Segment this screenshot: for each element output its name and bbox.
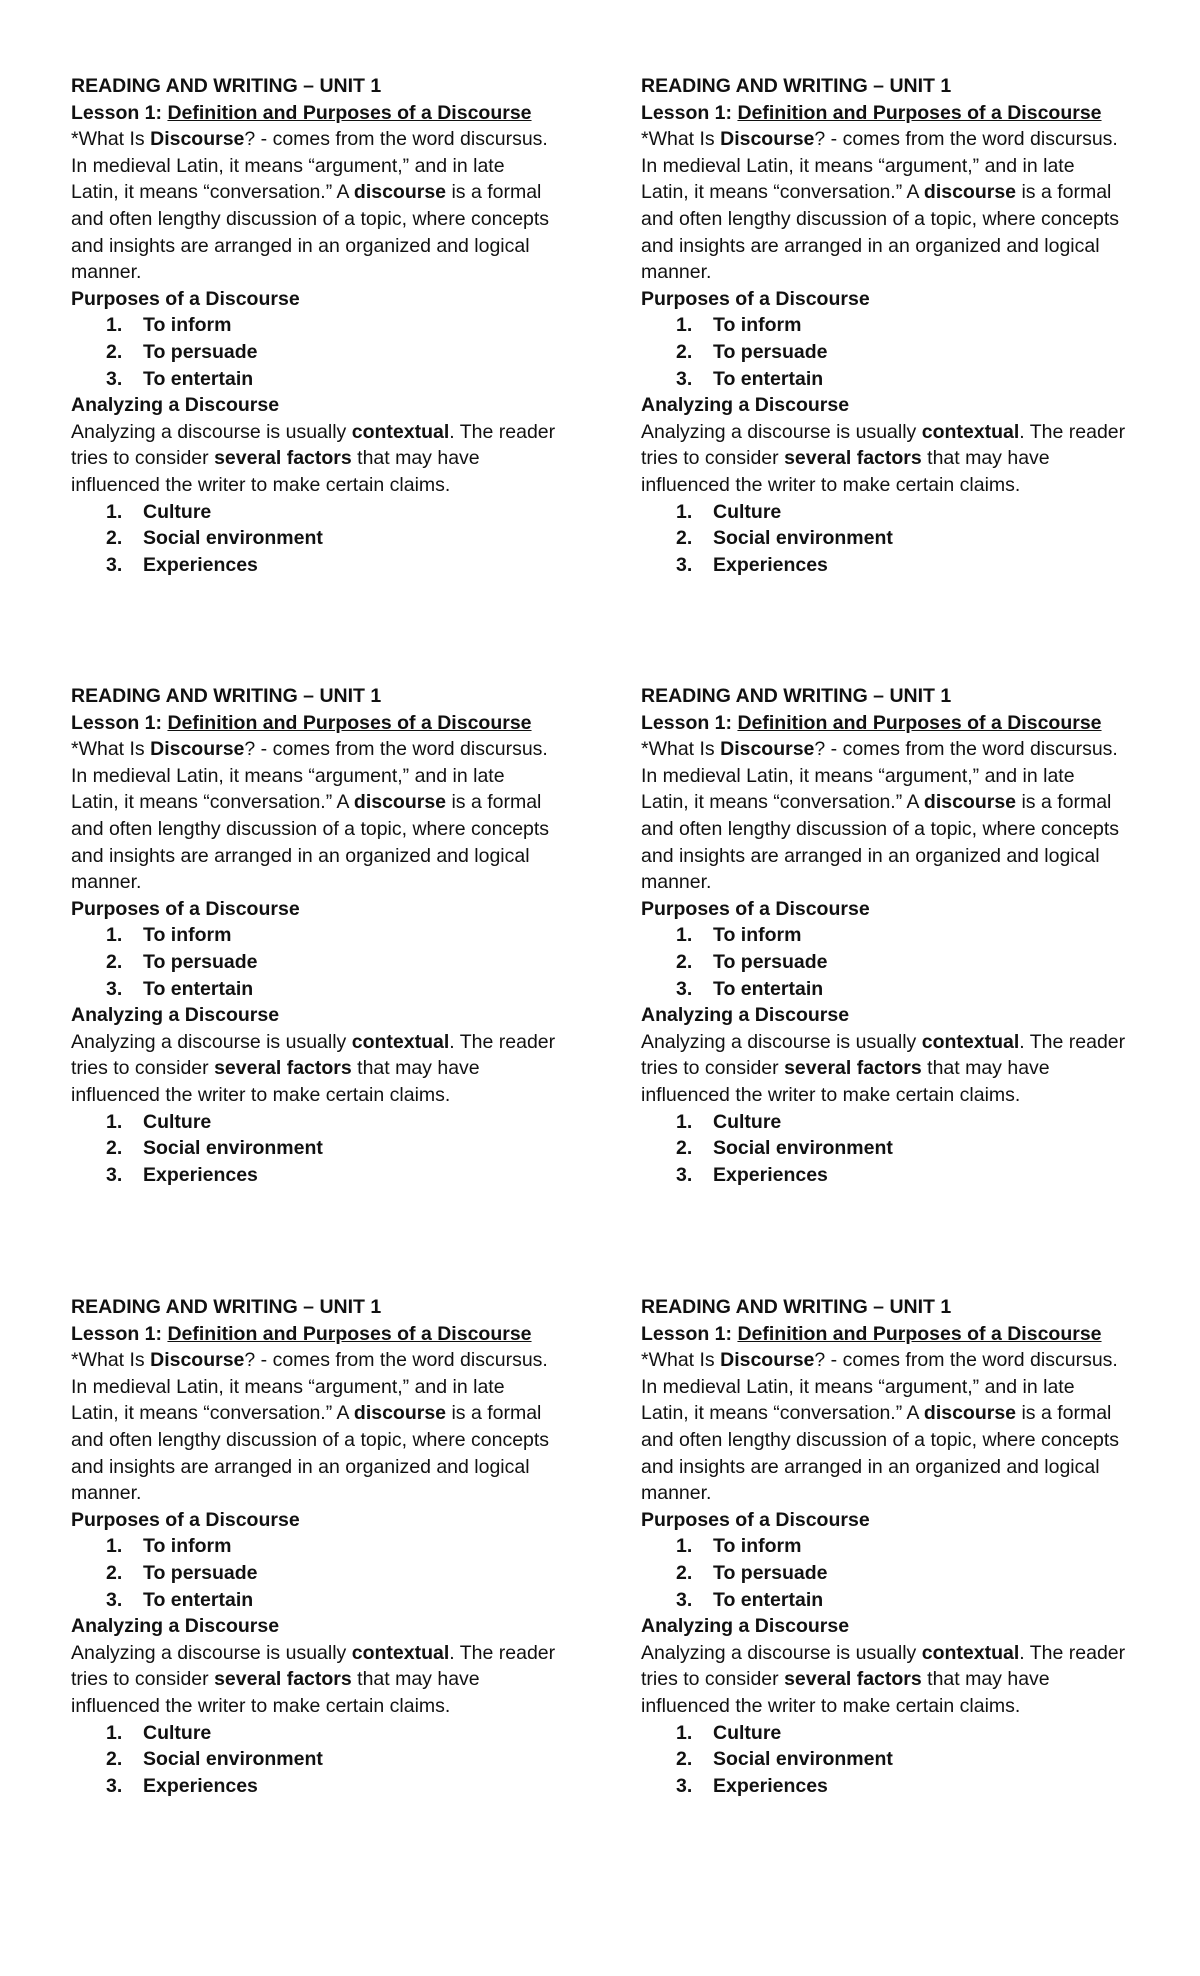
def-line5: and insights are arranged in an organized and logical <box>71 844 530 867</box>
an-line1a: Analyzing a discourse is usually <box>641 1030 922 1053</box>
an-line1a: Analyzing a discourse is usually <box>641 1641 922 1664</box>
list-number: 2. <box>106 340 123 363</box>
definition-text <box>71 126 601 286</box>
list-label: To entertain <box>143 367 254 390</box>
def-line2: In medieval Latin, it means “argument,” and in late <box>641 1375 1075 1398</box>
an-line3: influenced the writer to make certain claims. <box>641 1083 1021 1106</box>
analyzing-heading: Analyzing a Discourse <box>71 394 280 417</box>
list-item <box>71 312 601 339</box>
list-item <box>71 552 601 579</box>
list-item <box>71 1720 601 1747</box>
an-line3: influenced the writer to make certain claims. <box>71 1083 451 1106</box>
handout-card <box>71 1294 601 1799</box>
purposes-list <box>71 922 601 1002</box>
an-line1b: contextual <box>351 1641 450 1664</box>
def-line4: and often lengthy discussion of a topic, where concepts <box>641 207 1120 230</box>
list-number: 2. <box>676 950 693 973</box>
analyzing-heading: Analyzing a Discourse <box>641 394 850 417</box>
handout-card <box>641 683 1171 1188</box>
list-label: To persuade <box>143 1561 258 1584</box>
def-line3c: is a formal <box>446 791 542 814</box>
an-line1a: Analyzing a discourse is usually <box>71 420 352 443</box>
analyzing-heading: Analyzing a Discourse <box>641 1615 850 1638</box>
list-number: 1. <box>106 314 123 337</box>
def-line3b: discourse <box>923 181 1017 204</box>
an-line3: influenced the writer to make certain claims. <box>71 1694 451 1717</box>
def-line2: In medieval Latin, it means “argument,” and in late <box>71 764 505 787</box>
def-line5: and insights are arranged in an organized and logical <box>641 1455 1100 1478</box>
def-line3a: Latin, it means “conversation.” A <box>641 791 924 814</box>
list-label: Social environment <box>713 1137 893 1160</box>
def-line3b: discourse <box>923 791 1017 814</box>
list-number: 1. <box>106 1721 123 1744</box>
def-line3c: is a formal <box>446 181 542 204</box>
list-number: 1. <box>676 1535 693 1558</box>
list-label: To inform <box>143 1535 232 1558</box>
definition-text <box>641 736 1171 896</box>
def-word: Discourse <box>720 1349 815 1372</box>
list-number: 3. <box>676 553 693 576</box>
an-line3: influenced the writer to make certain claims. <box>641 1694 1021 1717</box>
handout-card <box>71 73 601 578</box>
def-line2: In medieval Latin, it means “argument,” and in late <box>641 154 1075 177</box>
an-line1b: contextual <box>351 420 450 443</box>
list-number: 2. <box>676 1561 693 1584</box>
an-line2a: tries to consider <box>71 1057 215 1080</box>
list-number: 3. <box>106 1774 123 1797</box>
an-line2b: several factors <box>784 1668 922 1691</box>
list-label: Social environment <box>713 527 893 550</box>
list-label: Experiences <box>143 1774 258 1797</box>
list-item <box>641 1746 1171 1773</box>
list-label: Experiences <box>713 553 828 576</box>
def-line2: In medieval Latin, it means “argument,” and in late <box>71 1375 505 1398</box>
def-line6: manner. <box>641 1482 712 1505</box>
an-line1c: . The reader <box>449 420 556 443</box>
def-line3a: Latin, it means “conversation.” A <box>641 181 924 204</box>
list-item <box>71 1162 601 1189</box>
list-label: To entertain <box>713 1588 824 1611</box>
list-label: To inform <box>143 314 232 337</box>
lesson-name: Definition and Purposes of a Discourse <box>167 1322 532 1345</box>
an-line1b: contextual <box>921 1030 1020 1053</box>
list-label: To entertain <box>713 977 824 1000</box>
lesson-name: Definition and Purposes of a Discourse <box>737 711 1102 734</box>
an-line2c: that may have <box>921 1668 1050 1691</box>
list-item <box>71 339 601 366</box>
purposes-list <box>71 312 601 392</box>
list-item <box>641 499 1171 526</box>
purposes-heading: Purposes of a Discourse <box>641 1508 870 1531</box>
factors-list <box>641 1109 1171 1189</box>
list-item <box>71 1135 601 1162</box>
def-rest: ? - comes from the word discursus. <box>814 128 1118 151</box>
list-item <box>641 366 1171 393</box>
list-item <box>71 1773 601 1800</box>
list-number: 3. <box>676 1774 693 1797</box>
an-line2b: several factors <box>214 447 352 470</box>
definition-text <box>641 1347 1171 1507</box>
unit-title: READING AND WRITING – UNIT 1 <box>71 75 382 97</box>
list-label: Experiences <box>713 1163 828 1186</box>
analyzing-text <box>71 1640 601 1720</box>
list-number: 2. <box>676 1748 693 1771</box>
list-item <box>71 1109 601 1136</box>
definition-text <box>71 736 601 896</box>
def-line3a: Latin, it means “conversation.” A <box>71 791 354 814</box>
def-line6: manner. <box>71 261 142 284</box>
an-line2b: several factors <box>214 1668 352 1691</box>
list-item <box>71 1746 601 1773</box>
analyzing-text <box>641 1029 1171 1109</box>
list-item <box>641 1560 1171 1587</box>
def-rest: ? - comes from the word discursus. <box>244 1349 548 1372</box>
list-number: 3. <box>106 367 123 390</box>
list-number: 2. <box>106 1748 123 1771</box>
factors-list <box>71 499 601 579</box>
def-word: Discourse <box>720 738 815 761</box>
unit-title: READING AND WRITING – UNIT 1 <box>641 685 952 707</box>
list-number: 3. <box>676 367 693 390</box>
list-item <box>641 339 1171 366</box>
list-item <box>641 1720 1171 1747</box>
list-label: Culture <box>713 500 782 523</box>
list-number: 2. <box>106 950 123 973</box>
def-word: Discourse <box>150 738 245 761</box>
list-item <box>641 1587 1171 1614</box>
an-line1c: . The reader <box>449 1030 556 1053</box>
list-number: 3. <box>676 977 693 1000</box>
factors-list <box>71 1109 601 1189</box>
list-label: To persuade <box>143 340 258 363</box>
purposes-heading: Purposes of a Discourse <box>641 897 870 920</box>
def-line3a: Latin, it means “conversation.” A <box>641 1402 924 1425</box>
def-line4: and often lengthy discussion of a topic, where concepts <box>641 1428 1120 1451</box>
unit-title: READING AND WRITING – UNIT 1 <box>71 1296 382 1318</box>
def-star: *What Is <box>641 1349 721 1372</box>
analyzing-heading: Analyzing a Discourse <box>641 1004 850 1027</box>
list-item <box>641 1533 1171 1560</box>
list-label: To entertain <box>713 367 824 390</box>
list-number: 1. <box>106 1535 123 1558</box>
an-line2b: several factors <box>784 447 922 470</box>
def-line4: and often lengthy discussion of a topic, where concepts <box>641 817 1120 840</box>
list-label: Culture <box>143 500 212 523</box>
analyzing-text <box>71 1029 601 1109</box>
def-line3c: is a formal <box>1016 1402 1112 1425</box>
def-line3a: Latin, it means “conversation.” A <box>71 181 354 204</box>
list-item <box>641 976 1171 1003</box>
list-item <box>641 1162 1171 1189</box>
list-label: To inform <box>713 314 802 337</box>
def-word: Discourse <box>150 1349 245 1372</box>
purposes-list <box>641 1533 1171 1613</box>
list-label: To entertain <box>143 1588 254 1611</box>
lesson-label: Lesson 1: <box>641 1322 733 1345</box>
def-line5: and insights are arranged in an organized and logical <box>641 234 1100 257</box>
list-item <box>641 552 1171 579</box>
list-label: To persuade <box>713 950 828 973</box>
def-rest: ? - comes from the word discursus. <box>814 1349 1118 1372</box>
list-number: 3. <box>106 553 123 576</box>
lesson-line <box>71 1321 601 1348</box>
lesson-label: Lesson 1: <box>641 711 733 734</box>
handout-card <box>641 1294 1171 1799</box>
def-line3b: discourse <box>353 1402 447 1425</box>
an-line1b: contextual <box>921 420 1020 443</box>
an-line2a: tries to consider <box>641 1668 785 1691</box>
list-number: 2. <box>106 1137 123 1160</box>
an-line1c: . The reader <box>1019 1030 1126 1053</box>
list-item <box>71 949 601 976</box>
list-number: 3. <box>106 1588 123 1611</box>
purposes-list <box>71 1533 601 1613</box>
list-number: 1. <box>106 924 123 947</box>
list-label: To inform <box>713 924 802 947</box>
def-line5: and insights are arranged in an organized and logical <box>71 1455 530 1478</box>
def-word: Discourse <box>150 128 245 151</box>
purposes-list <box>641 922 1171 1002</box>
an-line1a: Analyzing a discourse is usually <box>71 1641 352 1664</box>
list-label: Social environment <box>143 1748 323 1771</box>
lesson-name: Definition and Purposes of a Discourse <box>167 711 532 734</box>
an-line1b: contextual <box>351 1030 450 1053</box>
an-line2c: that may have <box>921 447 1050 470</box>
an-line2a: tries to consider <box>71 447 215 470</box>
unit-title: READING AND WRITING – UNIT 1 <box>641 75 952 97</box>
list-item <box>71 1560 601 1587</box>
def-star: *What Is <box>641 128 721 151</box>
list-item <box>71 366 601 393</box>
list-label: Social environment <box>713 1748 893 1771</box>
list-label: To entertain <box>143 977 254 1000</box>
an-line3: influenced the writer to make certain claims. <box>641 473 1021 496</box>
lesson-label: Lesson 1: <box>71 1322 163 1345</box>
list-label: To persuade <box>713 1561 828 1584</box>
def-rest: ? - comes from the word discursus. <box>244 128 548 151</box>
list-item <box>641 1135 1171 1162</box>
def-line3a: Latin, it means “conversation.” A <box>71 1402 354 1425</box>
list-item <box>71 1533 601 1560</box>
list-number: 3. <box>676 1588 693 1611</box>
def-line5: and insights are arranged in an organized and logical <box>71 234 530 257</box>
list-number: 2. <box>676 1137 693 1160</box>
def-line4: and often lengthy discussion of a topic, where concepts <box>71 817 550 840</box>
def-line3b: discourse <box>353 181 447 204</box>
def-line3c: is a formal <box>1016 181 1112 204</box>
lesson-line <box>71 710 601 737</box>
factors-list <box>641 499 1171 579</box>
def-line6: manner. <box>71 1482 142 1505</box>
list-label: Experiences <box>143 553 258 576</box>
list-item <box>641 525 1171 552</box>
def-star: *What Is <box>71 128 151 151</box>
list-item <box>641 312 1171 339</box>
def-rest: ? - comes from the word discursus. <box>814 738 1118 761</box>
an-line1c: . The reader <box>1019 420 1126 443</box>
an-line2a: tries to consider <box>641 447 785 470</box>
def-line3b: discourse <box>353 791 447 814</box>
analyzing-heading: Analyzing a Discourse <box>71 1615 280 1638</box>
def-line3c: is a formal <box>446 1402 542 1425</box>
an-line1a: Analyzing a discourse is usually <box>641 420 922 443</box>
def-line4: and often lengthy discussion of a topic, where concepts <box>71 207 550 230</box>
list-item <box>641 1773 1171 1800</box>
list-label: Culture <box>143 1721 212 1744</box>
lesson-line <box>641 1321 1171 1348</box>
an-line2a: tries to consider <box>641 1057 785 1080</box>
an-line2c: that may have <box>351 1057 480 1080</box>
an-line2c: that may have <box>351 447 480 470</box>
list-number: 1. <box>106 500 123 523</box>
an-line3: influenced the writer to make certain claims. <box>71 473 451 496</box>
def-line3c: is a formal <box>1016 791 1112 814</box>
list-number: 1. <box>676 1110 693 1133</box>
list-label: To inform <box>713 1535 802 1558</box>
list-number: 2. <box>676 527 693 550</box>
list-number: 1. <box>106 1110 123 1133</box>
lesson-name: Definition and Purposes of a Discourse <box>737 101 1102 124</box>
an-line2c: that may have <box>921 1057 1050 1080</box>
def-line5: and insights are arranged in an organized and logical <box>641 844 1100 867</box>
list-label: To persuade <box>713 340 828 363</box>
def-line2: In medieval Latin, it means “argument,” and in late <box>641 764 1075 787</box>
an-line1c: . The reader <box>1019 1641 1126 1664</box>
list-label: Culture <box>713 1110 782 1133</box>
def-line2: In medieval Latin, it means “argument,” and in late <box>71 154 505 177</box>
lesson-name: Definition and Purposes of a Discourse <box>167 101 532 124</box>
list-number: 1. <box>676 924 693 947</box>
list-item <box>641 949 1171 976</box>
def-line6: manner. <box>641 871 712 894</box>
an-line1b: contextual <box>921 1641 1020 1664</box>
list-label: Experiences <box>713 1774 828 1797</box>
def-line6: manner. <box>71 871 142 894</box>
list-label: Experiences <box>143 1163 258 1186</box>
lesson-name: Definition and Purposes of a Discourse <box>737 1322 1102 1345</box>
unit-title: READING AND WRITING – UNIT 1 <box>641 1296 952 1318</box>
lesson-line <box>71 100 601 127</box>
lesson-label: Lesson 1: <box>71 711 163 734</box>
factors-list <box>71 1720 601 1800</box>
analyzing-text <box>71 419 601 499</box>
an-line2b: several factors <box>214 1057 352 1080</box>
analyzing-heading: Analyzing a Discourse <box>71 1004 280 1027</box>
lesson-line <box>641 710 1171 737</box>
list-label: Social environment <box>143 527 323 550</box>
factors-list <box>641 1720 1171 1800</box>
list-number: 2. <box>106 527 123 550</box>
analyzing-text <box>641 419 1171 499</box>
an-line2c: that may have <box>351 1668 480 1691</box>
def-line3b: discourse <box>923 1402 1017 1425</box>
list-number: 3. <box>106 977 123 1000</box>
list-number: 2. <box>106 1561 123 1584</box>
def-line4: and often lengthy discussion of a topic, where concepts <box>71 1428 550 1451</box>
list-item <box>71 499 601 526</box>
list-item <box>641 922 1171 949</box>
list-number: 3. <box>676 1163 693 1186</box>
list-item <box>641 1109 1171 1136</box>
def-star: *What Is <box>71 1349 151 1372</box>
analyzing-text <box>641 1640 1171 1720</box>
lesson-label: Lesson 1: <box>71 101 163 124</box>
def-star: *What Is <box>641 738 721 761</box>
list-number: 1. <box>676 314 693 337</box>
purposes-heading: Purposes of a Discourse <box>641 287 870 310</box>
list-number: 1. <box>676 1721 693 1744</box>
list-label: To persuade <box>143 950 258 973</box>
list-number: 3. <box>106 1163 123 1186</box>
def-line6: manner. <box>641 261 712 284</box>
handout-card <box>71 683 601 1188</box>
purposes-heading: Purposes of a Discourse <box>71 897 300 920</box>
an-line2b: several factors <box>784 1057 922 1080</box>
list-item <box>71 525 601 552</box>
purposes-heading: Purposes of a Discourse <box>71 1508 300 1531</box>
list-item <box>71 976 601 1003</box>
lesson-label: Lesson 1: <box>641 101 733 124</box>
list-number: 2. <box>676 340 693 363</box>
purposes-list <box>641 312 1171 392</box>
list-item <box>71 1587 601 1614</box>
purposes-heading: Purposes of a Discourse <box>71 287 300 310</box>
def-rest: ? - comes from the word discursus. <box>244 738 548 761</box>
list-number: 1. <box>676 500 693 523</box>
an-line1c: . The reader <box>449 1641 556 1664</box>
lesson-line <box>641 100 1171 127</box>
list-label: To inform <box>143 924 232 947</box>
list-item <box>71 922 601 949</box>
definition-text <box>641 126 1171 286</box>
def-star: *What Is <box>71 738 151 761</box>
list-label: Culture <box>143 1110 212 1133</box>
list-label: Social environment <box>143 1137 323 1160</box>
an-line1a: Analyzing a discourse is usually <box>71 1030 352 1053</box>
definition-text <box>71 1347 601 1507</box>
list-label: Culture <box>713 1721 782 1744</box>
unit-title: READING AND WRITING – UNIT 1 <box>71 685 382 707</box>
handout-card <box>641 73 1171 578</box>
def-word: Discourse <box>720 128 815 151</box>
an-line2a: tries to consider <box>71 1668 215 1691</box>
